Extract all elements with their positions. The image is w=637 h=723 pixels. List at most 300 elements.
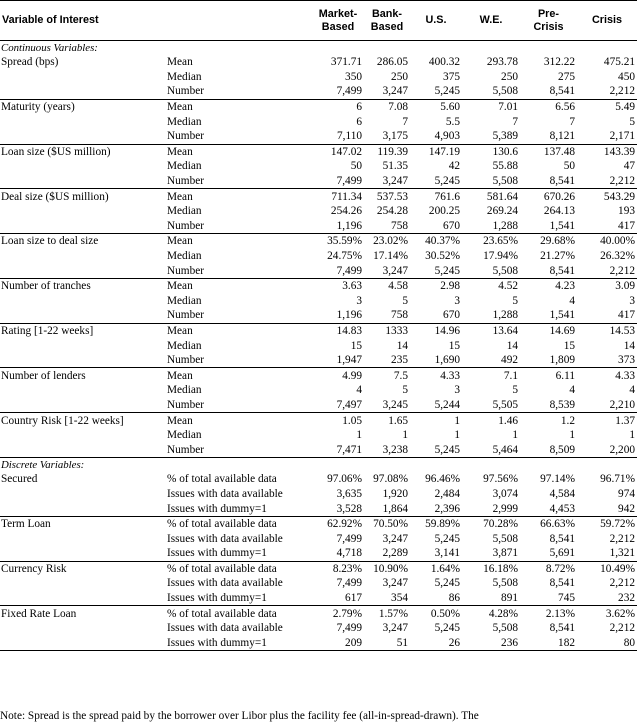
value-cell: 670 [443,219,460,232]
value-cell: 15 [448,339,460,352]
variable-name-cell [0,621,165,636]
value-cell: 3,247 [382,622,408,635]
value-cell: 543.29 [577,189,637,204]
value-cell: 14 [396,339,408,352]
statistic-label-cell: Number [167,175,205,188]
value-cell: 5.49 [577,99,637,114]
table-row [0,323,637,338]
value-cell: 5,508 [492,532,518,545]
column-header-text: Based [321,20,355,33]
value-cell: 5,245 [434,622,460,635]
table-row [0,159,637,174]
value-cell: 7.01 [462,99,520,114]
table-row [0,219,637,234]
value-cell: 4.28% [462,606,520,621]
table-row [0,487,637,502]
value-cell: 3,871 [492,547,518,560]
value-cell: 1,288 [492,219,518,232]
value-cell: 40.00% [577,234,637,249]
value-cell: 1.46 [462,413,520,428]
value-cell: 1 [629,429,635,442]
value-cell: 5 [512,294,518,307]
value-cell: 5,245 [434,264,460,277]
value-cell: 2,212 [609,175,635,188]
statistic-label-cell: Issues with data available [167,532,283,545]
column-header-0 [0,1,165,41]
statistic-label-cell: Issues with data available [167,622,283,635]
value-cell: 15 [563,339,575,352]
variable-name-cell: Loan size to deal size [0,234,165,249]
value-cell: 59.72% [577,516,637,531]
value-cell: 86 [448,592,460,605]
statistic-label-cell: Mean [165,234,312,249]
value-cell: 475.21 [603,56,635,69]
value-cell: 4 [569,294,575,307]
value-cell: 312.22 [543,56,575,69]
value-cell: 8,541 [549,85,575,98]
value-cell: 8,539 [549,398,575,411]
table-row [0,189,637,204]
statistic-label-cell: % of total available data [165,606,312,621]
value-cell: 4.52 [462,278,520,293]
value-cell: 4.23 [520,278,577,293]
value-cell: 2,212 [609,622,635,635]
value-cell: 1,809 [549,354,575,367]
variable-name-cell: Currency Risk [0,561,165,576]
section-row [0,458,637,473]
value-cell: 96.46% [425,473,460,486]
variable-name-cell [0,219,165,234]
variable-name-cell [0,383,165,398]
table-row [0,501,637,516]
table-row [0,398,637,413]
value-cell: 2,212 [609,577,635,590]
value-cell: 21.27% [540,250,575,263]
value-cell: 14.69 [520,323,577,338]
value-cell: 97.56% [483,473,518,486]
statistic-label-cell: Number [167,264,205,277]
value-cell: 373 [618,354,635,367]
value-cell: 8,121 [549,130,575,143]
value-cell: 7,497 [336,398,362,411]
value-cell: 417 [618,219,635,232]
value-cell: 4 [356,384,362,397]
value-cell: 8.72% [520,561,577,576]
value-cell: 5,508 [492,264,518,277]
column-header-text: Variable of Interest [2,14,99,26]
value-cell: 17.94% [483,250,518,263]
variable-name-cell [0,576,165,591]
variable-name-cell [0,353,165,368]
value-cell: 70.28% [462,516,520,531]
table-row [0,606,637,621]
value-cell: 1 [356,429,362,442]
variable-name-cell: Secured [1,473,38,486]
table-row [0,55,637,70]
value-cell: 51 [364,636,410,651]
value-cell: 30.52% [425,250,460,263]
value-cell: 745 [558,592,575,605]
value-cell: 26 [410,636,462,651]
value-cell: 51.35 [382,160,408,173]
value-cell: 758 [391,309,408,322]
statistic-label-cell: Issues with data available [167,577,283,590]
value-cell: 97.06% [327,473,362,486]
variable-name-cell [0,159,165,174]
value-cell: 10.90% [364,561,410,576]
value-cell: 4.33 [410,368,462,383]
value-cell: 2,171 [609,130,635,143]
value-cell: 47 [623,160,635,173]
statistic-label-cell: Number [167,398,205,411]
table-row [0,278,637,293]
value-cell: 130.6 [462,144,520,159]
value-cell: 1 [454,429,460,442]
value-cell: 5,245 [434,85,460,98]
value-cell: 3.62% [577,606,637,621]
statistic-label-cell: Mean [165,413,312,428]
value-cell: 23.65% [462,234,520,249]
value-cell: 254.28 [376,205,408,218]
statistic-label-cell: Number [167,443,205,456]
statistic-label-cell: Median [167,160,202,173]
value-cell: 209 [312,636,364,651]
value-cell: 4,584 [549,487,575,500]
table-row [0,472,637,487]
statistic-label-cell: Median [167,250,202,263]
header-row [0,1,637,41]
value-cell: 269.24 [486,205,518,218]
value-cell: 5 [402,384,408,397]
value-cell: 2,210 [609,398,635,411]
value-cell: 5,508 [492,85,518,98]
statistic-label-cell: % of total available data [165,516,312,531]
value-cell: 3 [454,294,460,307]
value-cell: 254.26 [330,205,362,218]
value-cell: 3 [356,294,362,307]
value-cell: 5,508 [492,622,518,635]
value-cell: 7,499 [336,532,362,545]
table-row [0,353,637,368]
variable-name-cell: Deal size ($US million) [0,189,165,204]
value-cell: 2,212 [609,532,635,545]
table-row [0,174,637,189]
column-header-5 [462,1,520,41]
value-cell: 5,505 [492,398,518,411]
value-cell: 8,541 [549,577,575,590]
value-cell: 450 [618,70,635,83]
value-cell: 3,247 [382,577,408,590]
variable-name-cell: Number of lenders [0,368,165,383]
value-cell: 55.88 [492,160,518,173]
value-cell: 5,389 [492,130,518,143]
value-cell: 143.39 [577,144,637,159]
value-cell: 50 [563,160,575,173]
variable-name-cell [0,204,165,219]
value-cell: 5,244 [434,398,460,411]
table-row [0,413,637,428]
value-cell: 8,541 [549,175,575,188]
value-cell: 14 [623,339,635,352]
value-cell: 14.96 [410,323,462,338]
column-header-text: Based [370,20,404,33]
variable-name-cell [0,636,165,651]
value-cell: 14 [506,339,518,352]
column-header-text: Crisis [533,20,564,33]
section-title: Discrete Variables: [0,458,637,473]
value-cell: 7.1 [462,368,520,383]
value-cell: 5 [402,294,408,307]
value-cell: 3.09 [577,278,637,293]
statistic-label-cell: Mean [165,368,312,383]
variable-name-cell [0,398,165,413]
value-cell: 3,238 [382,443,408,456]
value-cell: 5.5 [445,115,460,128]
table-row [0,428,637,443]
value-cell: 275 [558,70,575,83]
value-cell: 761.6 [410,189,462,204]
value-cell: 2.79% [312,606,364,621]
value-cell: 3,528 [336,502,362,515]
variable-name-cell: Country Risk [1-22 weeks] [0,413,165,428]
value-cell: 1,864 [382,502,408,515]
value-cell: 119.39 [364,144,410,159]
value-cell: 193 [618,205,635,218]
column-header-text: W.E. [479,14,503,26]
value-cell: 7 [402,115,408,128]
value-cell: 758 [391,219,408,232]
value-cell: 97.08% [373,473,408,486]
value-cell: 7,499 [336,264,362,277]
value-cell: 5,691 [549,547,575,560]
value-cell: 26.32% [600,250,635,263]
value-cell: 711.34 [312,189,364,204]
value-cell: 8,541 [549,264,575,277]
column-header-text: Market- [318,7,358,20]
value-cell: 235 [391,354,408,367]
value-cell: 6 [356,115,362,128]
value-cell: 29.68% [520,234,577,249]
statistic-label-cell: Median [167,115,202,128]
table-row [0,516,637,531]
table-row [0,308,637,323]
value-cell: 5,245 [434,443,460,456]
table-row [0,531,637,546]
variable-name-cell [0,442,165,457]
variable-name-cell: Term Loan [0,516,165,531]
statistic-label-cell: Issues with dummy=1 [167,502,267,515]
table-row [0,591,637,606]
table-row [0,204,637,219]
value-cell: 13.64 [462,323,520,338]
value-cell: 3 [454,384,460,397]
value-cell: 5,464 [492,443,518,456]
value-cell: 7,499 [336,175,362,188]
statistic-label-cell: Mean [167,56,193,69]
column-header-text: U.S. [425,14,447,26]
value-cell: 7,499 [336,577,362,590]
value-cell: 4 [569,384,575,397]
value-cell: 1.65 [364,413,410,428]
variable-name-cell [0,174,165,189]
table-row [0,546,637,561]
value-cell: 7,110 [337,130,362,143]
value-cell: 5,508 [492,175,518,188]
statistic-label-cell: Median [167,205,202,218]
value-cell: 1 [512,429,518,442]
value-cell: 350 [345,70,362,83]
table-row [0,84,637,99]
variable-name-cell [0,294,165,309]
value-cell: 10.49% [577,561,637,576]
variable-name-cell: Rating [1-22 weeks] [0,323,165,338]
value-cell: 8,509 [549,443,575,456]
table-row [0,576,637,591]
value-cell: 7,471 [336,443,362,456]
value-cell: 537.53 [364,189,410,204]
value-cell: 2.13% [520,606,577,621]
statistic-label-cell: Number [167,85,205,98]
value-cell: 8,541 [549,532,575,545]
column-header-1 [165,1,312,41]
column-header-3 [364,1,410,41]
value-cell: 5 [629,115,635,128]
section-row [0,41,637,56]
table-row [0,129,637,144]
statistic-label-cell: % of total available data [167,473,277,486]
table-row [0,442,637,457]
value-cell: 5,508 [492,577,518,590]
value-cell: 1.57% [364,606,410,621]
value-cell: 1,947 [336,354,362,367]
value-cell: 670.26 [520,189,577,204]
value-cell: 3 [629,294,635,307]
value-cell: 4.33 [577,368,637,383]
value-cell: 5.60 [410,99,462,114]
table-header [0,1,637,41]
value-cell: 7.5 [364,368,410,383]
value-cell: 1,196 [336,309,362,322]
variable-name-cell [0,249,165,264]
statistic-label-cell: Number [167,354,205,367]
table-note: Note: Spread is the spread paid by the borrower over Libor plus the facility fee (all-in-spread-drawn). The [0,710,479,722]
value-cell: 4,903 [434,130,460,143]
variable-name-cell [0,70,165,85]
value-cell: 5,245 [434,175,460,188]
value-cell: 371.71 [330,56,362,69]
value-cell: 7 [512,115,518,128]
statistic-label-cell: Mean [165,144,312,159]
value-cell: 3.63 [312,278,364,293]
value-cell: 182 [520,636,577,651]
variable-name-cell [0,487,165,502]
variable-name-cell [0,308,165,323]
variable-name-cell [0,263,165,278]
value-cell: 250 [391,70,408,83]
value-cell: 40.37% [410,234,462,249]
value-cell: 137.48 [520,144,577,159]
table-row [0,561,637,576]
variable-name-cell: Maturity (years) [0,99,165,114]
statistic-label-cell: Median [167,294,202,307]
statistic-label-cell: Issues with data available [167,487,283,500]
value-cell: 1 [402,429,408,442]
table-row [0,144,637,159]
statistic-label-cell: Median [167,429,202,442]
value-cell: 2,484 [434,487,460,500]
value-cell: 236 [462,636,520,651]
statistic-label-cell: Number [167,130,205,143]
variable-name-cell [0,84,165,99]
variable-name-cell: Number of tranches [0,278,165,293]
value-cell: 2,212 [609,85,635,98]
value-cell: 3,175 [382,130,408,143]
table-body [0,41,637,651]
value-cell: 942 [618,502,635,515]
statistic-label-cell: Mean [165,278,312,293]
value-cell: 0.50% [410,606,462,621]
value-cell: 4.99 [312,368,364,383]
value-cell: 24.75% [327,250,362,263]
variable-name-cell: Spread (bps) [1,56,59,69]
statistic-label-cell: Mean [165,99,312,114]
statistic-label-cell: Mean [165,189,312,204]
table-row [0,294,637,309]
value-cell: 15 [350,339,362,352]
statistic-label-cell: Number [167,309,205,322]
value-cell: 891 [501,592,518,605]
value-cell: 375 [443,70,460,83]
statistic-label-cell: Mean [165,323,312,338]
value-cell: 200.25 [428,205,460,218]
value-cell: 6.11 [520,368,577,383]
value-cell: 400.32 [428,56,460,69]
statistic-label-cell: Median [167,70,202,83]
value-cell: 4 [629,384,635,397]
variable-name-cell [0,338,165,353]
column-header-text: Bank- [372,7,402,20]
variable-name-cell: Fixed Rate Loan [0,606,165,621]
value-cell: 8,541 [549,622,575,635]
table-row [0,338,637,353]
variable-name-cell [0,114,165,129]
value-cell: 66.63% [520,516,577,531]
value-cell: 3,247 [382,175,408,188]
value-cell: 50 [350,160,362,173]
column-header-7 [577,1,637,41]
value-cell: 7.08 [364,99,410,114]
value-cell: 2,289 [382,547,408,560]
value-cell: 974 [618,487,635,500]
value-cell: 35.59% [312,234,364,249]
value-cell: 1,196 [336,219,362,232]
value-cell: 17.14% [373,250,408,263]
value-cell: 354 [391,592,408,605]
value-cell: 1,288 [492,309,518,322]
value-cell: 97.14% [540,473,575,486]
value-cell: 7,499 [336,85,362,98]
statistic-label-cell: Number [167,219,205,232]
value-cell: 1,920 [382,487,408,500]
value-cell: 3,247 [382,85,408,98]
column-header-2 [312,1,364,41]
value-cell: 3,141 [434,547,460,560]
value-cell: 293.78 [486,56,518,69]
table-row [0,636,637,651]
value-cell: 6 [312,99,364,114]
table-row [0,383,637,398]
value-cell: 670 [443,309,460,322]
